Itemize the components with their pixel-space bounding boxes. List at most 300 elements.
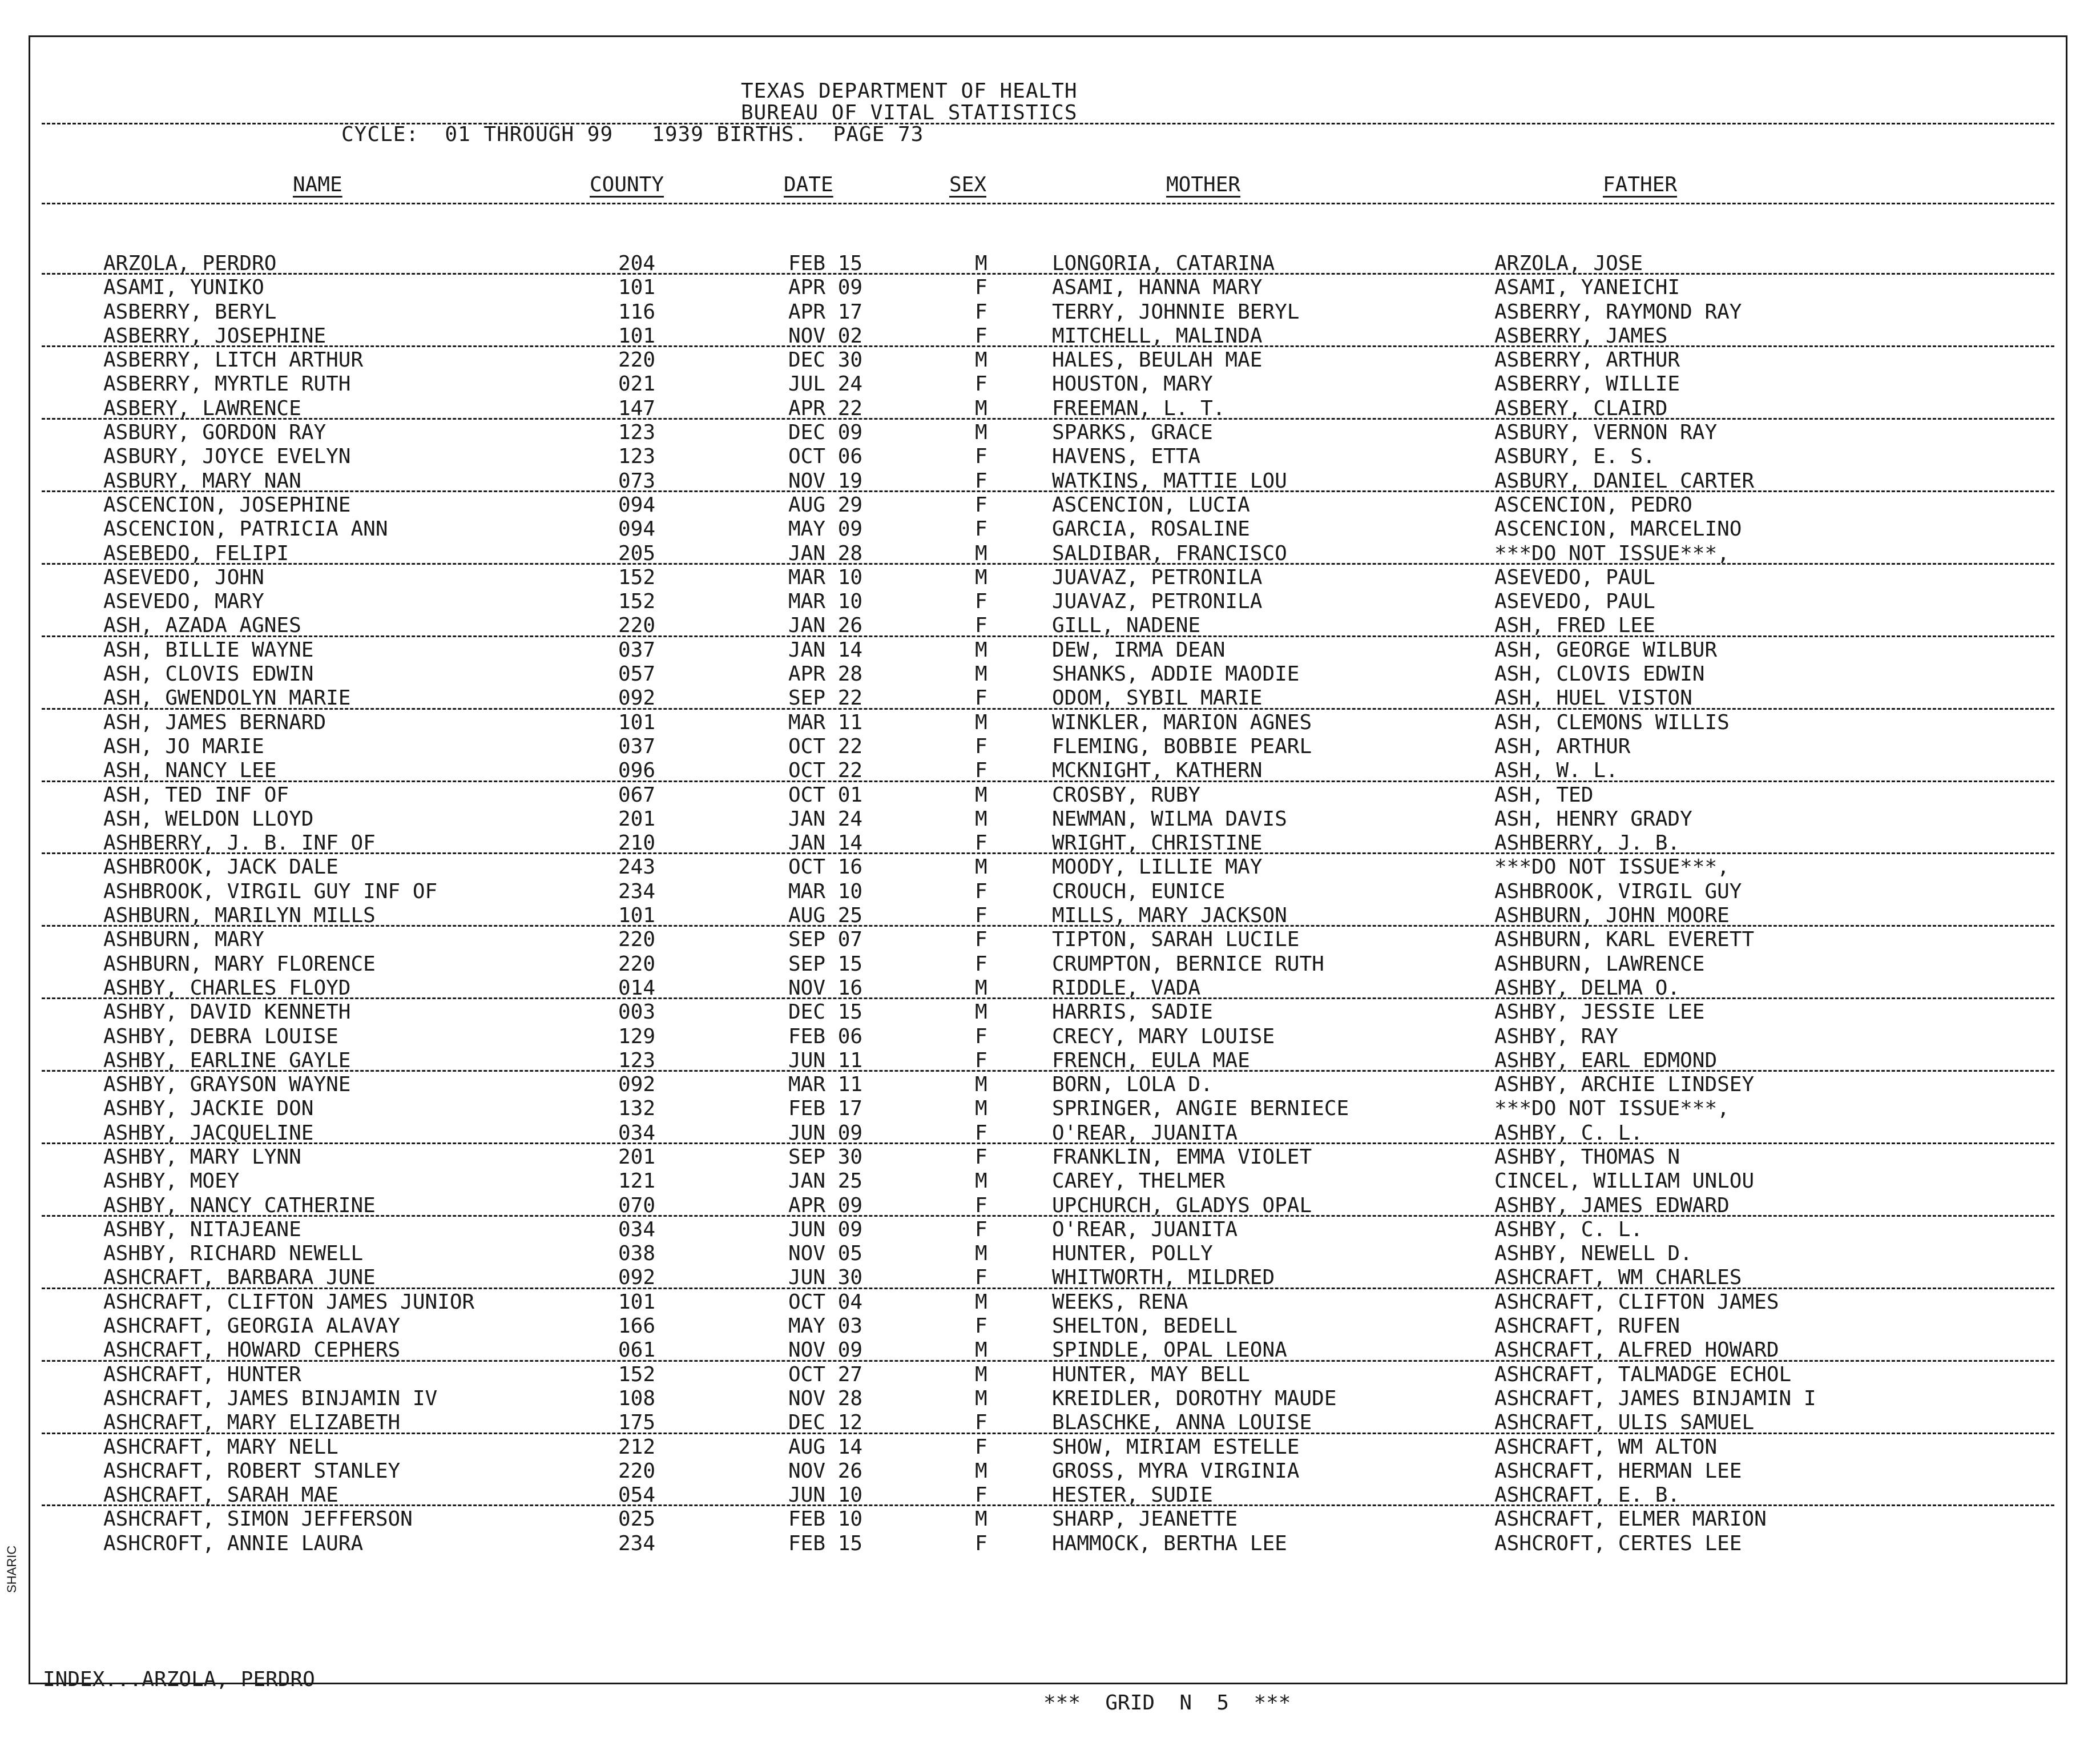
cell-name: ASHBROOK, JACK DALE: [103, 855, 338, 879]
table-row: [30, 614, 2066, 638]
cell-mother: SHOW, MIRIAM ESTELLE: [1052, 1435, 1300, 1459]
cell-name: ASBERY, LAWRENCE: [103, 396, 301, 420]
cell-mother: SHANKS, ADDIE MAODIE: [1052, 662, 1300, 686]
cell-sex: F: [975, 517, 987, 541]
cell-date: FEB 15: [788, 1531, 863, 1555]
cell-date: MAR 10: [788, 590, 863, 614]
cell-date: FEB 10: [788, 1507, 863, 1531]
cell-father: ASH, ARTHUR: [1494, 734, 1631, 758]
table-row: [30, 372, 2066, 396]
cell-sex: M: [975, 421, 987, 445]
cell-date: MAY 03: [788, 1314, 863, 1338]
cell-county: 201: [618, 807, 656, 831]
cell-mother: O'REAR, JUANITA: [1052, 1217, 1238, 1241]
cell-county: 057: [618, 662, 656, 686]
cell-date: AUG 14: [788, 1435, 863, 1459]
cell-name: ASHBY, NITAJEANE: [103, 1217, 301, 1241]
table-row: [30, 904, 2066, 928]
cell-mother: HOUSTON, MARY: [1052, 372, 1213, 396]
cell-county: 234: [618, 1531, 656, 1555]
cell-sex: M: [975, 1242, 987, 1266]
table-row: [30, 638, 2066, 662]
cell-father: ASHCRAFT, JAMES BINJAMIN I: [1494, 1386, 1816, 1410]
cell-name: ASHBY, MOEY: [103, 1169, 240, 1193]
table-row: [30, 1169, 2066, 1193]
cell-date: JAN 25: [788, 1169, 863, 1193]
cell-date: APR 22: [788, 396, 863, 420]
cell-mother: MCKNIGHT, KATHERN: [1052, 759, 1263, 783]
cell-date: NOV 02: [788, 324, 863, 348]
cell-father: ASHBY, C. L.: [1494, 1217, 1643, 1241]
table-row: [30, 976, 2066, 1000]
cell-county: 121: [618, 1169, 656, 1193]
cell-mother: KREIDLER, DOROTHY MAUDE: [1052, 1386, 1337, 1410]
cell-mother: CAREY, THELMER: [1052, 1169, 1226, 1193]
cell-sex: F: [975, 1121, 987, 1145]
cell-name: ARZOLA, PERDRO: [103, 252, 277, 275]
cell-father: ASH, CLEMONS WILLIS: [1494, 710, 1730, 734]
footer: [30, 1644, 2066, 1738]
cell-sex: F: [975, 879, 987, 903]
cell-county: 101: [618, 324, 656, 348]
cell-name: ASHBY, JACQUELINE: [103, 1121, 314, 1145]
cell-county: 220: [618, 614, 656, 638]
cell-date: JAN 14: [788, 831, 863, 855]
cell-sex: F: [975, 469, 987, 493]
cell-name: ASBURY, MARY NAN: [103, 469, 301, 493]
cell-father: ASBERRY, RAYMOND RAY: [1494, 300, 1742, 324]
cell-county: 067: [618, 783, 656, 807]
cell-mother: RIDDLE, VADA: [1052, 976, 1201, 1000]
table-row: [30, 542, 2066, 566]
cell-mother: UPCHURCH, GLADYS OPAL: [1052, 1193, 1312, 1217]
table-row: [30, 1435, 2066, 1459]
cell-date: NOV 09: [788, 1338, 863, 1362]
table-row: [30, 252, 2066, 276]
agency-title: TEXAS DEPARTMENT OF HEALTH: [741, 79, 1078, 103]
table-row: [30, 566, 2066, 590]
cell-county: 101: [618, 276, 656, 300]
cell-mother: WRIGHT, CHRISTINE: [1052, 831, 1263, 855]
cell-date: JAN 14: [788, 638, 863, 662]
cell-father: ASBURY, VERNON RAY: [1494, 421, 1718, 445]
cell-sex: F: [975, 614, 987, 638]
cell-sex: F: [975, 759, 987, 783]
table-row: [30, 1290, 2066, 1314]
cell-name: ASH, AZADA AGNES: [103, 614, 301, 638]
bureau-title: BUREAU OF VITAL STATISTICS: [741, 101, 1078, 124]
cell-name: ASHCRAFT, MARY NELL: [103, 1435, 338, 1459]
cell-mother: CRUMPTON, BERNICE RUTH: [1052, 952, 1324, 976]
table-row: [30, 759, 2066, 783]
cell-name: ASCENCION, PATRICIA ANN: [103, 517, 388, 541]
cell-father: ASH, HENRY GRADY: [1494, 807, 1692, 831]
cell-name: ASAMI, YUNIKO: [103, 276, 264, 300]
cell-sex: M: [975, 638, 987, 662]
cell-mother: LONGORIA, CATARINA: [1052, 252, 1275, 275]
table-row: [30, 348, 2066, 372]
cell-mother: MOODY, LILLIE MAY: [1052, 855, 1263, 879]
cell-father: ASHBY, NEWELL D.: [1494, 1242, 1692, 1266]
cell-father: ASAMI, YANEICHI: [1494, 276, 1680, 300]
cell-name: ASHCRAFT, GEORGIA ALAVAY: [103, 1314, 401, 1338]
cell-date: SEP 30: [788, 1145, 863, 1169]
cell-date: APR 17: [788, 300, 863, 324]
table-row: [30, 1000, 2066, 1024]
cell-sex: F: [975, 1266, 987, 1290]
cell-father: ASHBURN, LAWRENCE: [1494, 952, 1705, 976]
cell-county: 025: [618, 1507, 656, 1531]
cell-county: 014: [618, 976, 656, 1000]
cell-father: ASHBY, EARL EDMOND: [1494, 1048, 1718, 1072]
cell-name: ASHBERRY, J. B. INF OF: [103, 831, 376, 855]
cell-mother: CROSBY, RUBY: [1052, 783, 1201, 807]
table-row: [30, 1097, 2066, 1121]
cell-sex: M: [975, 855, 987, 879]
cell-county: 220: [618, 952, 656, 976]
cell-name: ASHBURN, MARY FLORENCE: [103, 952, 376, 976]
cell-name: ASBERRY, MYRTLE RUTH: [103, 372, 351, 396]
cell-county: 061: [618, 1338, 656, 1362]
cell-county: 147: [618, 396, 656, 420]
table-row: [30, 493, 2066, 517]
cell-date: OCT 16: [788, 855, 863, 879]
cell-name: ASHCRAFT, BARBARA JUNE: [103, 1266, 376, 1290]
side-mark: SHARIC: [5, 1545, 19, 1593]
cell-mother: WHITWORTH, MILDRED: [1052, 1266, 1275, 1290]
table-row: [30, 1218, 2066, 1242]
cell-name: ASHCRAFT, JAMES BINJAMIN IV: [103, 1386, 438, 1410]
index-label: INDEX...ARZOLA, PERDRO: [43, 1668, 315, 1691]
cell-county: 034: [618, 1217, 656, 1241]
table-row: [30, 276, 2066, 300]
cell-county: 123: [618, 445, 656, 469]
cell-mother: TERRY, JOHNNIE BERYL: [1052, 300, 1300, 324]
cell-father: ***DO NOT ISSUE***,: [1494, 541, 1730, 565]
cell-county: 038: [618, 1242, 656, 1266]
table-row: [30, 445, 2066, 469]
cell-sex: F: [975, 493, 987, 517]
cell-date: DEC 30: [788, 348, 863, 372]
table-row: [30, 735, 2066, 759]
cell-county: 094: [618, 517, 656, 541]
cell-mother: MILLS, MARY JACKSON: [1052, 904, 1287, 928]
column-header-father: FATHER: [1603, 173, 1678, 196]
cell-date: NOV 26: [788, 1459, 863, 1483]
cell-county: 220: [618, 928, 656, 952]
cell-date: OCT 22: [788, 759, 863, 783]
cell-mother: SPINDLE, OPAL LEONA: [1052, 1338, 1287, 1362]
cell-sex: M: [975, 348, 987, 372]
cell-county: 129: [618, 1024, 656, 1048]
cell-father: ASH, CLOVIS EDWIN: [1494, 662, 1705, 686]
cell-date: MAR 10: [788, 879, 863, 903]
table-row: [30, 952, 2066, 976]
table-row: [30, 1242, 2066, 1266]
cell-sex: M: [975, 1097, 987, 1121]
cell-county: 037: [618, 734, 656, 758]
cell-date: MAR 11: [788, 1073, 863, 1097]
cell-sex: F: [975, 1217, 987, 1241]
cell-father: ASH, HUEL VISTON: [1494, 686, 1692, 710]
cell-sex: F: [975, 952, 987, 976]
cell-date: APR 28: [788, 662, 863, 686]
cell-name: ASHCROFT, ANNIE LAURA: [103, 1531, 364, 1555]
cell-sex: F: [975, 324, 987, 348]
table-row: [30, 880, 2066, 904]
cell-county: 092: [618, 1266, 656, 1290]
cell-sex: M: [975, 1000, 987, 1024]
cell-date: MAR 11: [788, 710, 863, 734]
cell-father: ASHBURN, KARL EVERETT: [1494, 928, 1755, 952]
cell-date: OCT 01: [788, 783, 863, 807]
cell-date: JAN 28: [788, 541, 863, 565]
cell-mother: HUNTER, MAY BELL: [1052, 1362, 1250, 1386]
cell-date: SEP 15: [788, 952, 863, 976]
cell-sex: F: [975, 372, 987, 396]
cell-date: NOV 28: [788, 1386, 863, 1410]
cell-date: NOV 19: [788, 469, 863, 493]
cell-county: 204: [618, 252, 656, 275]
cell-name: ASBURY, GORDON RAY: [103, 421, 327, 445]
table-row: [30, 711, 2066, 735]
cell-sex: M: [975, 1507, 987, 1531]
cell-name: ASHCRAFT, ROBERT STANLEY: [103, 1459, 401, 1483]
cell-name: ASCENCION, JOSEPHINE: [103, 493, 351, 517]
cell-father: ASHCRAFT, WM CHARLES: [1494, 1266, 1742, 1290]
cell-mother: BLASCHKE, ANNA LOUISE: [1052, 1411, 1312, 1435]
table-row: [30, 324, 2066, 348]
cell-mother: WEEKS, RENA: [1052, 1290, 1188, 1314]
cell-sex: M: [975, 1169, 987, 1193]
cell-name: ASBERRY, JOSEPHINE: [103, 324, 327, 348]
cell-father: ASHBY, ARCHIE LINDSEY: [1494, 1073, 1755, 1097]
cell-date: NOV 05: [788, 1242, 863, 1266]
cell-father: ASHBY, THOMAS N: [1494, 1145, 1680, 1169]
table-row: [30, 590, 2066, 614]
cell-father: ASHBY, JAMES EDWARD: [1494, 1193, 1730, 1217]
cell-county: 243: [618, 855, 656, 879]
cell-father: ASBURY, DANIEL CARTER: [1494, 469, 1755, 493]
cell-county: 094: [618, 493, 656, 517]
cell-sex: M: [975, 1338, 987, 1362]
cell-date: JUL 24: [788, 372, 863, 396]
cell-father: ASHBURN, JOHN MOORE: [1494, 904, 1730, 928]
cell-mother: WINKLER, MARION AGNES: [1052, 710, 1312, 734]
cell-sex: F: [975, 1145, 987, 1169]
cell-county: 234: [618, 879, 656, 903]
cell-sex: F: [975, 1193, 987, 1217]
cell-date: SEP 07: [788, 928, 863, 952]
cell-name: ASBURY, JOYCE EVELYN: [103, 445, 351, 469]
cell-name: ASHCRAFT, SARAH MAE: [103, 1483, 338, 1507]
page-frame: [29, 35, 2067, 1715]
cell-mother: JUAVAZ, PETRONILA: [1052, 590, 1263, 614]
cell-father: ASHBY, DELMA O.: [1494, 976, 1680, 1000]
cell-date: MAR 10: [788, 565, 863, 589]
cell-county: 166: [618, 1314, 656, 1338]
cell-father: ASHBERRY, J. B.: [1494, 831, 1680, 855]
cell-date: OCT 04: [788, 1290, 863, 1314]
table-row: [30, 1459, 2066, 1483]
cell-county: 123: [618, 421, 656, 445]
cell-county: 212: [618, 1435, 656, 1459]
cell-father: ARZOLA, JOSE: [1494, 252, 1643, 275]
cycle-line: CYCLE: 01 THROUGH 99 1939 BIRTHS. PAGE 73: [341, 123, 924, 146]
cell-sex: F: [975, 734, 987, 758]
cell-mother: GILL, NADENE: [1052, 614, 1201, 638]
cell-father: ASHBROOK, VIRGIL GUY: [1494, 879, 1742, 903]
cell-sex: M: [975, 807, 987, 831]
table-row: [30, 662, 2066, 686]
table-row: [30, 686, 2066, 710]
table-row: [30, 1532, 2066, 1556]
cell-sex: F: [975, 686, 987, 710]
grid-label: *** GRID N 5 ***: [1043, 1691, 1291, 1715]
cell-sex: F: [975, 590, 987, 614]
cell-name: ASHBY, CHARLES FLOYD: [103, 976, 351, 1000]
cell-name: ASHCRAFT, HUNTER: [103, 1362, 301, 1386]
cell-date: JUN 11: [788, 1048, 863, 1072]
cell-mother: FLEMING, BOBBIE PEARL: [1052, 734, 1312, 758]
column-header-name: NAME: [293, 173, 342, 196]
cell-father: ASCENCION, MARCELINO: [1494, 517, 1742, 541]
cell-sex: F: [975, 831, 987, 855]
cell-name: ASBERRY, LITCH ARTHUR: [103, 348, 364, 372]
cell-father: ASBERRY, JAMES: [1494, 324, 1668, 348]
cell-name: ASH, JAMES BERNARD: [103, 710, 327, 734]
table-row: [30, 1145, 2066, 1169]
cell-county: 152: [618, 590, 656, 614]
cell-father: ASH, W. L.: [1494, 759, 1618, 783]
cell-sex: M: [975, 541, 987, 565]
cell-sex: M: [975, 252, 987, 275]
cell-sex: F: [975, 445, 987, 469]
cell-date: JUN 09: [788, 1217, 863, 1241]
cell-mother: FREEMAN, L. T.: [1052, 396, 1226, 420]
cell-sex: M: [975, 1459, 987, 1483]
cell-name: ASHCRAFT, MARY ELIZABETH: [103, 1411, 401, 1435]
cell-county: 054: [618, 1483, 656, 1507]
cell-sex: F: [975, 276, 987, 300]
cell-date: JUN 30: [788, 1266, 863, 1290]
cell-sex: M: [975, 1290, 987, 1314]
cell-father: ASHCROFT, CERTES LEE: [1494, 1531, 1742, 1555]
cell-sex: F: [975, 1531, 987, 1555]
table-row: [30, 807, 2066, 831]
cell-name: ASHBURN, MARILYN MILLS: [103, 904, 376, 928]
cell-mother: ASAMI, HANNA MARY: [1052, 276, 1263, 300]
cell-county: 021: [618, 372, 656, 396]
cell-date: JAN 26: [788, 614, 863, 638]
table-row: [30, 1266, 2066, 1290]
cell-father: ASBURY, E. S.: [1494, 445, 1655, 469]
cell-mother: SALDIBAR, FRANCISCO: [1052, 541, 1287, 565]
cell-father: CINCEL, WILLIAM UNLOU: [1494, 1169, 1755, 1193]
cell-county: 003: [618, 1000, 656, 1024]
cell-date: APR 09: [788, 276, 863, 300]
table-row: [30, 1314, 2066, 1338]
cell-mother: O'REAR, JUANITA: [1052, 1121, 1238, 1145]
cell-mother: SHARP, JEANETTE: [1052, 1507, 1238, 1531]
cell-father: ASEVEDO, PAUL: [1494, 565, 1655, 589]
table-row: [30, 1387, 2066, 1411]
cell-sex: M: [975, 662, 987, 686]
cell-mother: GARCIA, ROSALINE: [1052, 517, 1250, 541]
cell-mother: HAVENS, ETTA: [1052, 445, 1201, 469]
cell-father: ASCENCION, PEDRO: [1494, 493, 1692, 517]
table-row: [30, 1363, 2066, 1387]
cell-mother: CRECY, MARY LOUISE: [1052, 1024, 1275, 1048]
cell-mother: FRANKLIN, EMMA VIOLET: [1052, 1145, 1312, 1169]
table-row: [30, 469, 2066, 493]
cell-father: ASHCRAFT, ULIS SAMUEL: [1494, 1411, 1755, 1435]
cell-county: 101: [618, 1290, 656, 1314]
cell-mother: TIPTON, SARAH LUCILE: [1052, 928, 1300, 952]
cell-name: ASHBY, JACKIE DON: [103, 1097, 314, 1121]
cell-name: ASEVEDO, JOHN: [103, 565, 264, 589]
cell-date: AUG 29: [788, 493, 863, 517]
cell-county: 175: [618, 1411, 656, 1435]
table-row: [30, 300, 2066, 324]
cell-name: ASHBY, NANCY CATHERINE: [103, 1193, 376, 1217]
cell-date: APR 09: [788, 1193, 863, 1217]
cell-father: ***DO NOT ISSUE***,: [1494, 855, 1730, 879]
cell-name: ASEVEDO, MARY: [103, 590, 264, 614]
cell-sex: M: [975, 710, 987, 734]
cell-name: ASHBY, DAVID KENNETH: [103, 1000, 351, 1024]
cell-county: 132: [618, 1097, 656, 1121]
cell-father: ASBERRY, WILLIE: [1494, 372, 1680, 396]
cell-name: ASHBY, DEBRA LOUISE: [103, 1024, 338, 1048]
cell-county: 096: [618, 759, 656, 783]
cell-date: JAN 24: [788, 807, 863, 831]
cell-date: SEP 22: [788, 686, 863, 710]
cell-name: ASHBROOK, VIRGIL GUY INF OF: [103, 879, 438, 903]
cell-sex: F: [975, 1411, 987, 1435]
cell-county: 101: [618, 710, 656, 734]
cell-mother: DEW, IRMA DEAN: [1052, 638, 1226, 662]
cell-date: DEC 15: [788, 1000, 863, 1024]
cell-name: ASHBY, GRAYSON WAYNE: [103, 1073, 351, 1097]
cell-name: ASHCRAFT, CLIFTON JAMES JUNIOR: [103, 1290, 475, 1314]
cell-county: 205: [618, 541, 656, 565]
table-row: [30, 928, 2066, 952]
cell-date: OCT 06: [788, 445, 863, 469]
cell-father: ASHCRAFT, CLIFTON JAMES: [1494, 1290, 1779, 1314]
table-row: [30, 1507, 2066, 1531]
cell-father: ASHCRAFT, TALMADGE ECHOL: [1494, 1362, 1792, 1386]
records-list: [30, 252, 2066, 1556]
cell-county: 108: [618, 1386, 656, 1410]
cell-sex: F: [975, 300, 987, 324]
cell-mother: NEWMAN, WILMA DAVIS: [1052, 807, 1287, 831]
cell-county: 073: [618, 469, 656, 493]
column-header-county: COUNTY: [590, 173, 664, 196]
table-row: [30, 783, 2066, 807]
cell-name: ASHBY, RICHARD NEWELL: [103, 1242, 364, 1266]
cell-sex: M: [975, 396, 987, 420]
cell-sex: M: [975, 976, 987, 1000]
cell-date: OCT 22: [788, 734, 863, 758]
cell-mother: ASCENCION, LUCIA: [1052, 493, 1250, 517]
cell-name: ASH, CLOVIS EDWIN: [103, 662, 314, 686]
cell-father: ASBERY, CLAIRD: [1494, 396, 1668, 420]
cell-name: ASH, BILLIE WAYNE: [103, 638, 314, 662]
cell-mother: GROSS, MYRA VIRGINIA: [1052, 1459, 1300, 1483]
cell-county: 220: [618, 1459, 656, 1483]
cell-name: ASEBEDO, FELIPI: [103, 541, 289, 565]
